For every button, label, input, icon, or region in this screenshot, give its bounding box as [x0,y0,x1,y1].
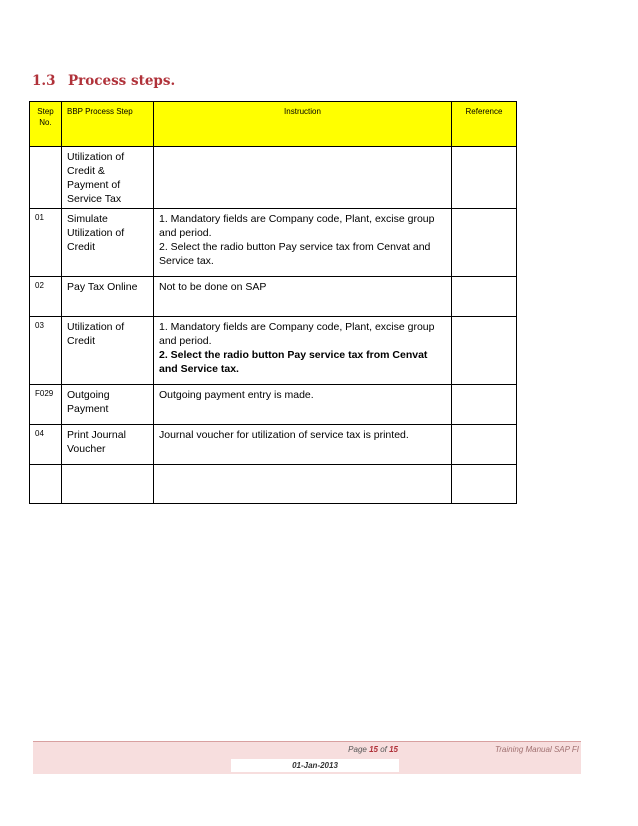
bbp-step-cell [62,465,154,504]
instruction-line: 1. Mandatory fields are Company code, Plant, excise group and period. [159,321,435,347]
instruction-cell [154,147,452,209]
instruction-cell [154,277,452,317]
header-step-no: Step No. [30,102,62,147]
page-of: of [377,745,390,754]
instruction-cell [154,425,452,465]
header-instruction: Instruction [154,102,452,147]
instruction-line: Outgoing payment entry is made. [159,389,314,401]
section-number: 1.3 [32,73,56,89]
instruction-line: 2. Select the radio button Pay service tax from Cenvat and Service tax. [159,349,428,375]
reference-cell [452,385,517,425]
step-number-cell [30,147,62,209]
bbp-step-cell: Outgoing Payment [62,385,154,425]
instruction-cell [154,209,452,277]
table-row [30,465,517,504]
instruction-line: 1. Mandatory fields are Company code, Plant, excise group and period. [159,213,435,239]
bbp-step-cell: Utilization of Credit [62,317,154,385]
manual-title: Training Manual SAP FI [494,745,579,754]
table-row [30,317,517,385]
bbp-step-cell: Utilization of Credit & Payment of Service Tax [62,147,154,209]
section-title: Process steps. [68,73,176,89]
reference-cell [452,465,517,504]
bbp-step-cell: Print Journal Voucher [62,425,154,465]
instruction-cell [154,385,452,425]
instruction-cell [154,317,452,385]
page-number [33,745,398,754]
step-number-cell: F029 [30,385,62,425]
instruction-line: Journal voucher for utilization of service tax is printed. [159,429,409,441]
page-total: 15 [389,745,398,754]
step-number-cell: 03 [30,317,62,385]
header-reference: Reference [452,102,517,147]
reference-cell [452,277,517,317]
bbp-step-cell: Pay Tax Online [62,277,154,317]
reference-cell [452,317,517,385]
footer-date: 01-Jan-2013 [231,759,399,772]
process-steps-table [29,101,517,504]
page-footer [33,742,581,774]
section-heading [32,73,175,89]
reference-cell [452,209,517,277]
step-number-cell [30,465,62,504]
page-prefix: Page [348,745,370,754]
step-number-cell: 04 [30,425,62,465]
reference-cell [452,425,517,465]
table-row [30,277,517,317]
instruction-cell [154,465,452,504]
page-current: 15 [369,745,378,754]
reference-cell [452,147,517,209]
step-number-cell: 02 [30,277,62,317]
table-row [30,147,517,209]
table-row [30,385,517,425]
instruction-line: 2. Select the radio button Pay service tax from Cenvat and Service tax. [159,241,431,267]
header-bbp-step: BBP Process Step [62,102,154,147]
step-number-cell: 01 [30,209,62,277]
table-header-row [30,102,517,147]
instruction-line: Not to be done on SAP [159,281,267,293]
table-row [30,209,517,277]
table-row [30,425,517,465]
bbp-step-cell: Simulate Utilization of Credit [62,209,154,277]
